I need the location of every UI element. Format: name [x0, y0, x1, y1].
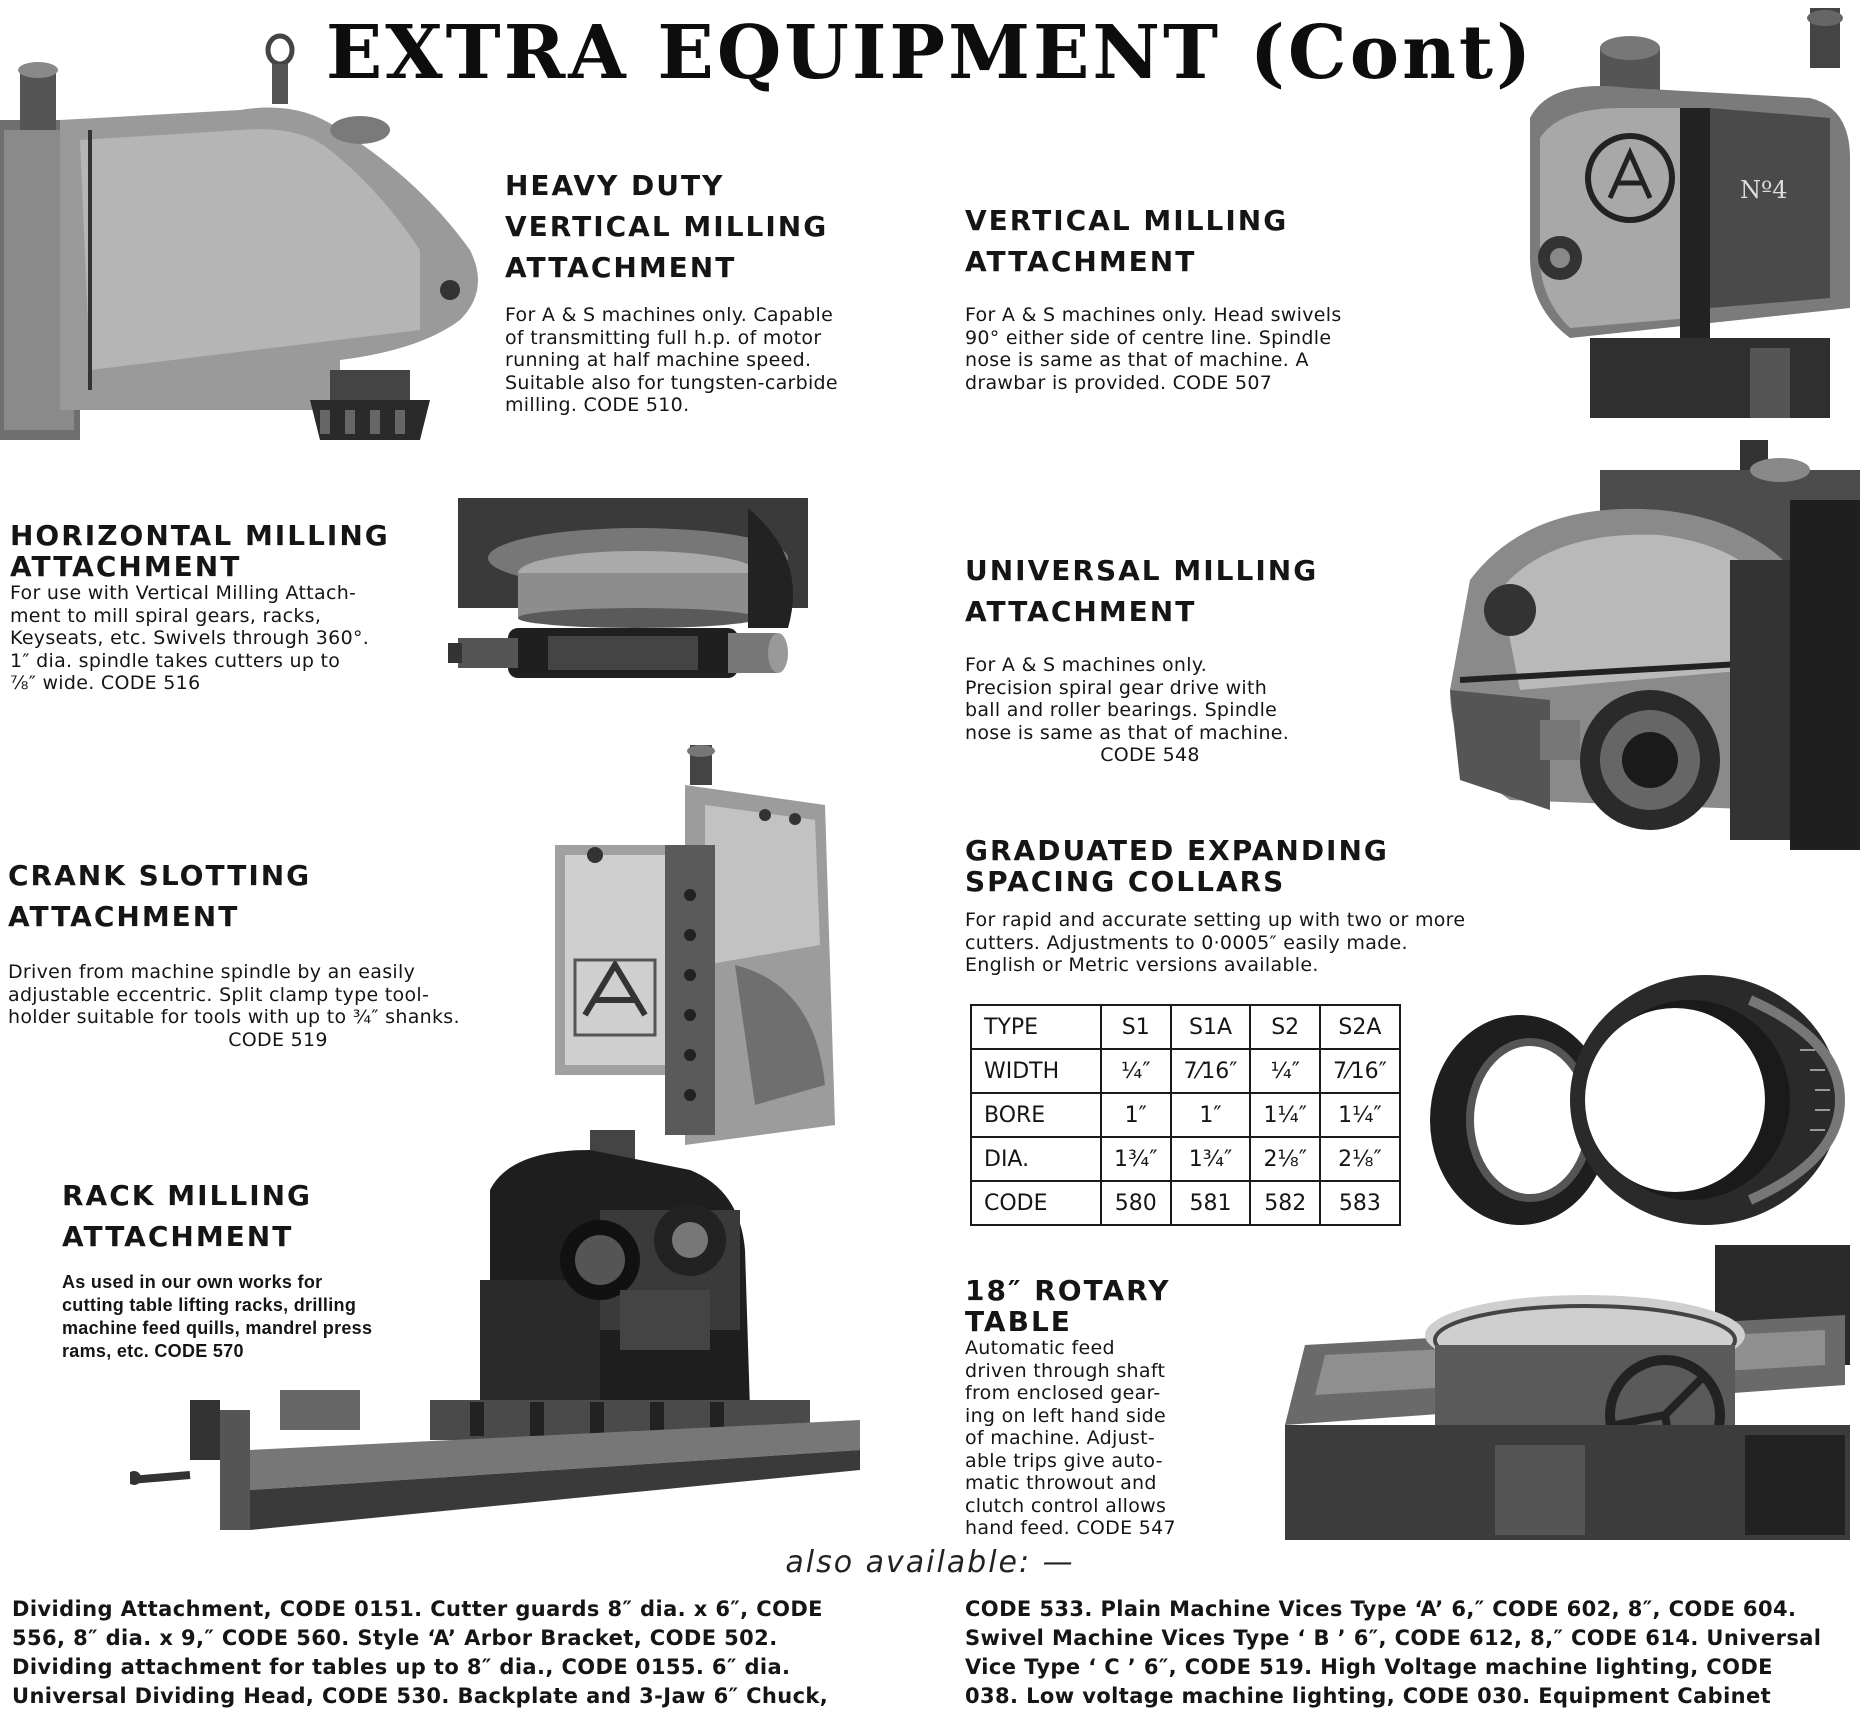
table-cell: WIDTH — [971, 1049, 1101, 1093]
horizontal-attachment-photo — [448, 498, 818, 698]
table-cell: BORE — [971, 1093, 1101, 1137]
table-cell: 1¾″ — [1171, 1137, 1251, 1181]
vertical-body-line: For A & S machines only. Head swivels — [965, 304, 1342, 326]
rotary-body-line: able trips give auto- — [965, 1449, 1163, 1472]
heavy-duty-heading-line: VERTICAL MILLING — [505, 210, 829, 243]
table-cell: 1¼″ — [1250, 1093, 1320, 1137]
collars-body-line: For rapid and accurate setting up with two or more — [965, 909, 1466, 931]
crank-code: CODE 519 — [228, 1028, 328, 1051]
vertical-heading-line: VERTICAL MILLING — [965, 204, 1289, 237]
rotary-heading-line: 18″ ROTARY — [965, 1274, 1171, 1307]
horizontal-heading-line: ATTACHMENT — [10, 550, 242, 583]
table-cell: 583 — [1320, 1181, 1400, 1225]
heavy-duty-body-line: running at half machine speed. — [505, 349, 812, 371]
rotary-body-line: ing on left hand side — [965, 1404, 1166, 1427]
footer-line: 556, 8″ dia. x 9,″ CODE 560. Style ‘A’ Arbor Bracket, CODE 502. — [12, 1626, 778, 1650]
collars-heading-line: SPACING COLLARS — [965, 865, 1286, 898]
universal-body-line: ball and roller bearings. Spindle — [965, 699, 1278, 721]
table-header-cell: TYPE — [971, 1005, 1101, 1049]
collars-body-line: English or Metric versions available. — [965, 954, 1319, 976]
rotary-body-line: hand feed. CODE 547 — [965, 1517, 1176, 1539]
table-header-cell: S2 — [1250, 1005, 1320, 1049]
rotary-body-line: clutch control allows — [965, 1494, 1167, 1517]
table-row — [971, 1049, 1400, 1093]
table-cell: 1¼″ — [1320, 1093, 1400, 1137]
heavy-duty-heading-line: HEAVY DUTY — [505, 169, 725, 202]
rack-heading-line: RACK MILLING — [62, 1179, 313, 1212]
table-cell: ¼″ — [1101, 1049, 1171, 1093]
vertical-attachment-photo — [1510, 8, 1860, 418]
table-cell: 581 — [1171, 1181, 1251, 1225]
table-header-cell: S1A — [1171, 1005, 1251, 1049]
footer-line: CODE 533. Plain Machine Vices Type ‘A’ 6,″ CODE 602, 8″, CODE 604. — [965, 1597, 1797, 1621]
rack-body-line: cutting table lifting racks, drilling — [62, 1295, 357, 1315]
footer-line: Universal Dividing Head, CODE 530. Backplate and 3-Jaw 6″ Chuck, — [12, 1684, 829, 1708]
crank-body-line: holder suitable for tools with up to ¾″ shanks. — [8, 1006, 460, 1028]
table-cell: 2⅛″ — [1250, 1137, 1320, 1181]
rotary-body-line: Automatic feed — [965, 1337, 1115, 1359]
vertical-body-line: drawbar is provided. CODE 507 — [965, 371, 1273, 394]
horizontal-heading-line: HORIZONTAL MILLING — [10, 519, 390, 552]
collars-spec-table — [970, 1004, 1401, 1226]
horizontal-body-line: ment to mill spiral gears, racks, — [10, 604, 322, 627]
heavy-duty-heading-line: ATTACHMENT — [505, 251, 737, 284]
universal-attachment-photo — [1430, 440, 1860, 850]
rotary-body-line: from enclosed gear- — [965, 1382, 1161, 1404]
universal-body-line: For A & S machines only. — [965, 654, 1208, 676]
footer-line: Vice Type ‘ C ’ 6″, CODE 519. High Voltage machine lighting, CODE — [965, 1655, 1773, 1679]
rack-heading-line: ATTACHMENT — [62, 1220, 294, 1253]
heavy-duty-body-line: Suitable also for tungsten-carbide — [505, 371, 838, 394]
table-cell: 1¾″ — [1101, 1137, 1171, 1181]
collars-heading-line: GRADUATED EXPANDING — [965, 834, 1389, 867]
horizontal-body-line: ⅞″ wide. CODE 516 — [10, 672, 201, 694]
heavy-duty-body-line: For A & S machines only. Capable — [505, 304, 834, 326]
footer-line: 038. Low voltage machine lighting, CODE 030. Equipment Cabinet — [965, 1684, 1772, 1708]
crank-body-line: adjustable eccentric. Split clamp type tool- — [8, 983, 430, 1006]
footer-line: Dividing attachment for tables up to 8″ dia., CODE 0155. 6″ dia. — [12, 1655, 791, 1679]
table-cell: 2⅛″ — [1320, 1137, 1400, 1181]
table-cell: 580 — [1101, 1181, 1171, 1225]
rotary-body-line: of machine. Adjust- — [965, 1427, 1156, 1449]
universal-heading-line: UNIVERSAL MILLING — [965, 554, 1319, 587]
heavy-duty-body-line: milling. CODE 510. — [505, 394, 690, 416]
horizontal-body-line: For use with Vertical Milling Attach- — [10, 582, 357, 604]
vertical-body-line: nose is same as that of machine. A — [965, 349, 1309, 371]
page-title: EXTRA EQUIPMENT (Cont) — [325, 10, 1535, 96]
table-cell: 7⁄16″ — [1171, 1049, 1251, 1093]
vertical-heading-line: ATTACHMENT — [965, 245, 1197, 278]
rack-body-line: machine feed quills, mandrel press — [62, 1318, 373, 1338]
collars-body-line: cutters. Adjustments to 0·0005″ easily made. — [965, 931, 1408, 954]
rack-body-line: rams, etc. CODE 570 — [62, 1341, 244, 1361]
table-cell: 582 — [1250, 1181, 1320, 1225]
table-cell: DIA. — [971, 1137, 1101, 1181]
rotary-heading-line: TABLE — [965, 1305, 1072, 1338]
svg-text:Nº4: Nº4 — [1740, 176, 1788, 204]
universal-body-line: nose is same as that of machine. — [965, 721, 1290, 744]
table-cell: CODE — [971, 1181, 1101, 1225]
table-row — [971, 1093, 1400, 1137]
footer-line: Dividing Attachment, CODE 0151. Cutter guards 8″ dia. x 6″, CODE — [12, 1597, 823, 1621]
crank-heading-line: ATTACHMENT — [8, 900, 240, 933]
table-cell: 1″ — [1171, 1093, 1251, 1137]
crank-slotting-photo — [555, 745, 855, 1150]
table-cell: ¼″ — [1250, 1049, 1320, 1093]
universal-heading-line: ATTACHMENT — [965, 595, 1197, 628]
table-row — [971, 1181, 1400, 1225]
footer-left-column — [12, 1595, 872, 1711]
table-header-row — [971, 1005, 1400, 1049]
rotary-body-line: matic throwout and — [965, 1472, 1157, 1494]
footer-line: Swivel Machine Vices Type ‘ B ’ 6″, CODE 612, 8,″ CODE 614. Universal — [965, 1626, 1822, 1650]
rack-body-line: As used in our own works for — [62, 1272, 323, 1292]
table-row — [971, 1137, 1400, 1181]
universal-code: CODE 548 — [1100, 744, 1200, 766]
table-header-cell: S1 — [1101, 1005, 1171, 1049]
heavy-duty-attachment-photo — [0, 30, 490, 450]
rack-milling-photo — [130, 1130, 860, 1540]
crank-heading-line: CRANK SLOTTING — [8, 859, 312, 892]
vertical-body-line: 90° either side of centre line. Spindle — [965, 326, 1332, 349]
also-available-heading: also available: — — [785, 1545, 1075, 1580]
table-cell: 7⁄16″ — [1320, 1049, 1400, 1093]
rotary-body-line: driven through shaft — [965, 1359, 1166, 1382]
horizontal-body-line: 1″ dia. spindle takes cutters up to — [10, 649, 341, 672]
heavy-duty-body-line: of transmitting full h.p. of motor — [505, 326, 822, 349]
spacing-collars-photo — [1420, 960, 1850, 1230]
footer-right-column — [965, 1595, 1845, 1711]
horizontal-body-line: Keyseats, etc. Swivels through 360°. — [10, 627, 370, 649]
crank-body-line: Driven from machine spindle by an easily — [8, 961, 416, 983]
rotary-table-photo — [1285, 1245, 1850, 1540]
table-header-cell: S2A — [1320, 1005, 1400, 1049]
table-cell: 1″ — [1101, 1093, 1171, 1137]
universal-body-line: Precision spiral gear drive with — [965, 676, 1268, 699]
